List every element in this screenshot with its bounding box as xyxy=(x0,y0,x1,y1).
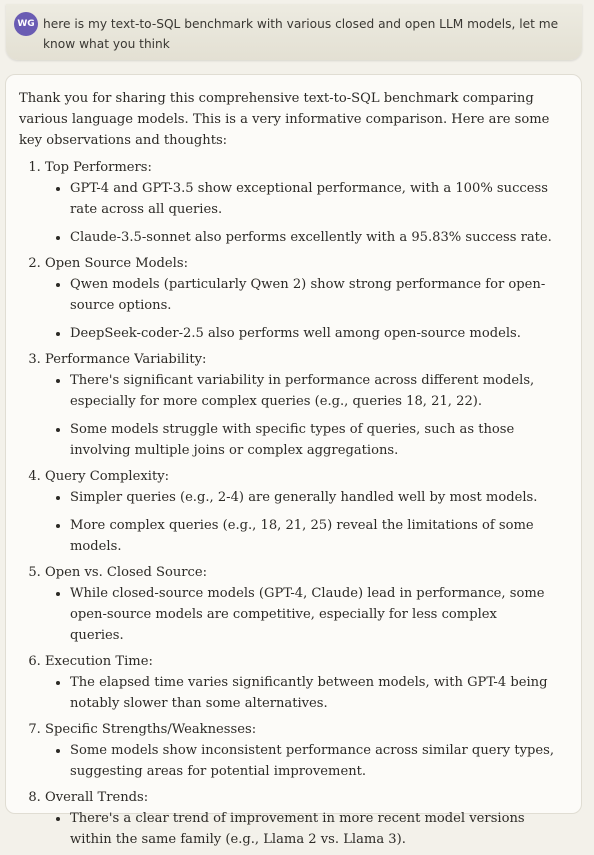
observation-section xyxy=(45,651,554,714)
section-title: Open Source Models: xyxy=(45,256,188,271)
bullet-point: • DeepSeek-coder-2.5 also performs well among open-source models. xyxy=(70,323,554,344)
section-points xyxy=(45,672,554,714)
section-title: Performance Variability: xyxy=(45,352,207,367)
section-points xyxy=(45,370,554,461)
bullet-point: • The elapsed time varies significantly between models, with GPT-4 being notably slower than some alternatives. xyxy=(70,672,554,714)
section-title: Top Performers: xyxy=(45,160,152,175)
bullet-point: • Claude-3.5-sonnet also performs excellently with a 95.83% success rate. xyxy=(70,227,554,248)
observations-list xyxy=(19,157,554,850)
observation-section xyxy=(45,157,554,248)
user-message xyxy=(6,4,582,60)
section-title: Overall Trends: xyxy=(45,790,149,805)
section-title: Open vs. Closed Source: xyxy=(45,565,208,580)
section-points xyxy=(45,274,554,344)
assistant-intro: Thank you for sharing this comprehensive text-to-SQL benchmark comparing various language models. This is a very informative comparison. Here are some key observations and thoughts: xyxy=(19,91,550,148)
user-message-text: here is my text-to-SQL benchmark with various closed and open LLM models, let me know what you think xyxy=(43,17,559,51)
user-avatar[interactable]: WG xyxy=(14,12,38,36)
assistant-message-content xyxy=(19,88,554,855)
bullet-point: • Qwen models (particularly Qwen 2) show strong performance for open-source options. xyxy=(70,274,554,316)
bullet-point: • GPT-4 and GPT-3.5 show exceptional performance, with a 100% success rate across all queries. xyxy=(70,178,554,220)
section-points xyxy=(45,808,554,850)
section-points xyxy=(45,583,554,646)
bullet-point: • Some models struggle with specific types of queries, such as those involving multiple joins or complex aggregations. xyxy=(70,419,554,461)
section-points xyxy=(45,487,554,557)
assistant-message xyxy=(5,74,582,847)
bullet-point: • There's significant variability in performance across different models, especially for more complex queries (e.g., queries 18, 21, 22). xyxy=(70,370,554,412)
observation-section xyxy=(45,719,554,782)
observation-section xyxy=(45,253,554,344)
section-title: Specific Strengths/Weaknesses: xyxy=(45,722,257,737)
observation-section xyxy=(45,349,554,461)
section-title: Query Complexity: xyxy=(45,469,170,484)
section-points xyxy=(45,740,554,782)
bullet-point: • While closed-source models (GPT-4, Claude) lead in performance, some open-source models are competitive, especially for less complex queries. xyxy=(70,583,554,646)
section-title: Execution Time: xyxy=(45,654,153,669)
section-points xyxy=(45,178,554,248)
bullet-point: • More complex queries (e.g., 18, 21, 25) reveal the limitations of some models. xyxy=(70,515,554,557)
observation-section xyxy=(45,562,554,646)
bullet-point: • Simpler queries (e.g., 2-4) are generally handled well by most models. xyxy=(70,487,554,508)
bullet-point: • Some models show inconsistent performance across similar query types, suggesting areas for potential improvement. xyxy=(70,740,554,782)
bullet-point: • There's a clear trend of improvement in more recent model versions within the same family (e.g., Llama 2 vs. Llama 3). xyxy=(70,808,554,850)
observation-section xyxy=(45,787,554,850)
observation-section xyxy=(45,466,554,557)
